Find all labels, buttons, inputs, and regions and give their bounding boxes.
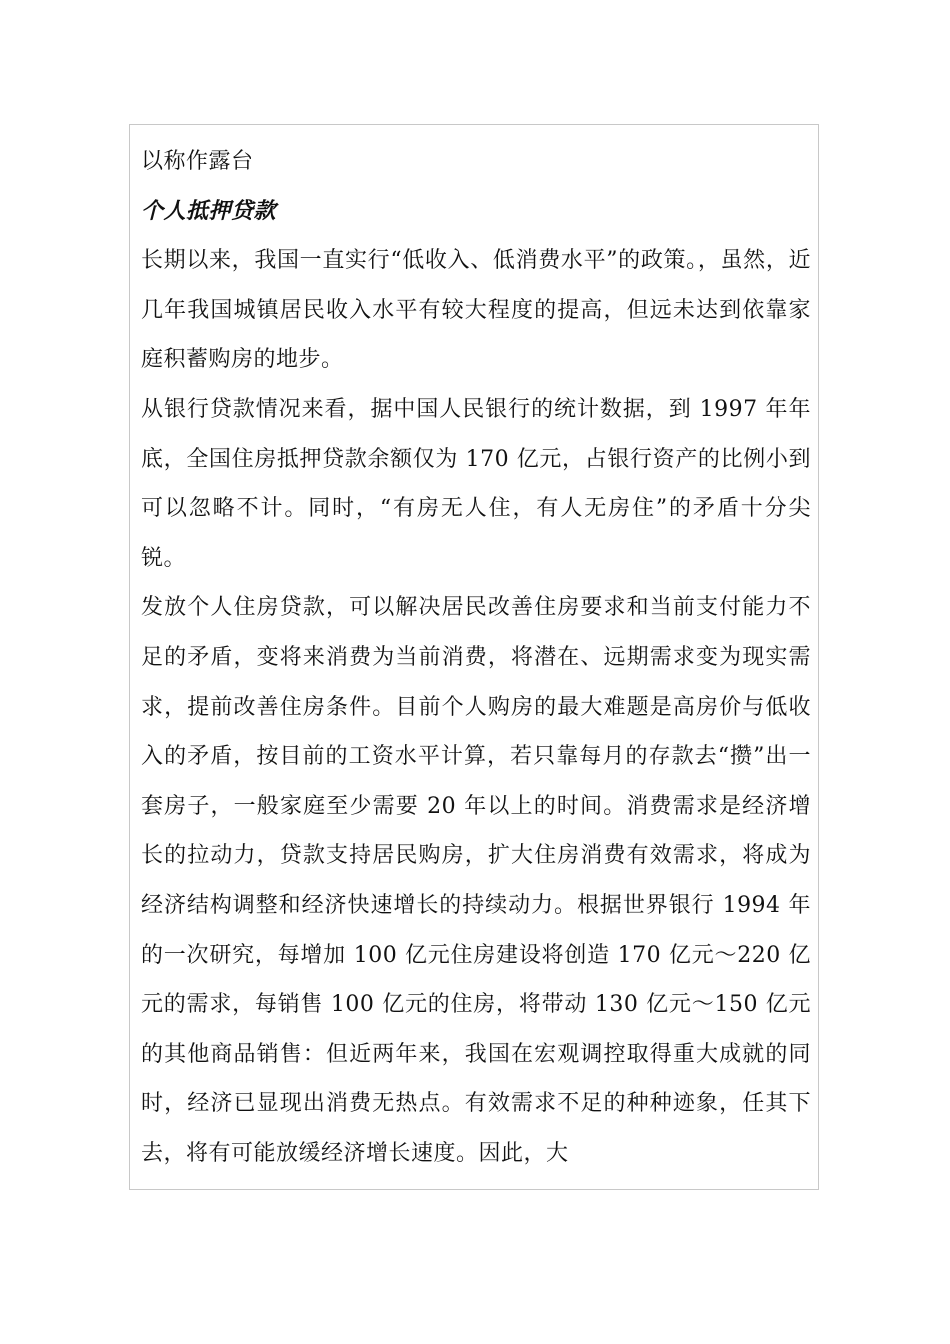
paragraph-intro: 以称作露台: [141, 149, 254, 174]
paragraph: 从银行贷款情况来看，据中国人民银行的统计数据，到 1997 年年底，全国住房抵押贷款余额仅为 170 亿元，占银行资产的比例小到可以忽略不计。同时，“有房无人住，有人无房住”的矛盾十分尖锐。: [141, 396, 811, 571]
paragraph: 发放个人住房贷款，可以解决居民改善住房要求和当前支付能力不足的矛盾，变将来消费为当前消费，将潜在、远期需求变为现实需求，提前改善住房条件。目前个人购房的最大难题是高房价与低收入的矛盾，按目前的工资水平计算，若只靠每月的存款去“攒”出一套房子，一般家庭至少需要 20 年以上的时间。消费需求是经济增长的拉动力，贷款支持居民购房，扩大住房消费有效需求，将成为经济结构调整和经济快速增长的持续动力。根据世界银行 1994 年的一次研究，每增加 100 亿元住房建设将创造 170 亿元～220 亿元的需求，每销售 100 亿元的住房，将带动 130 亿元～150 亿元的其他商品销售：但近两年来，我国在宏观调控取得重大成就的同时，经济已显现出消费无热点。有效需求不足的种种迹象，任其下去，将有可能放缓经济增长速度。因此，大: [141, 595, 811, 1166]
document-page: [129, 124, 819, 1190]
paragraph: 长期以来，我国一直实行“低收入、低消费水平”的政策。，虽然，近几年我国城镇居民收入水平有较大程度的提高，但远未达到依靠家庭积蓄购房的地步。: [141, 248, 811, 373]
document-body: [141, 137, 811, 1178]
section-heading: 个人抵押贷款: [141, 197, 277, 224]
